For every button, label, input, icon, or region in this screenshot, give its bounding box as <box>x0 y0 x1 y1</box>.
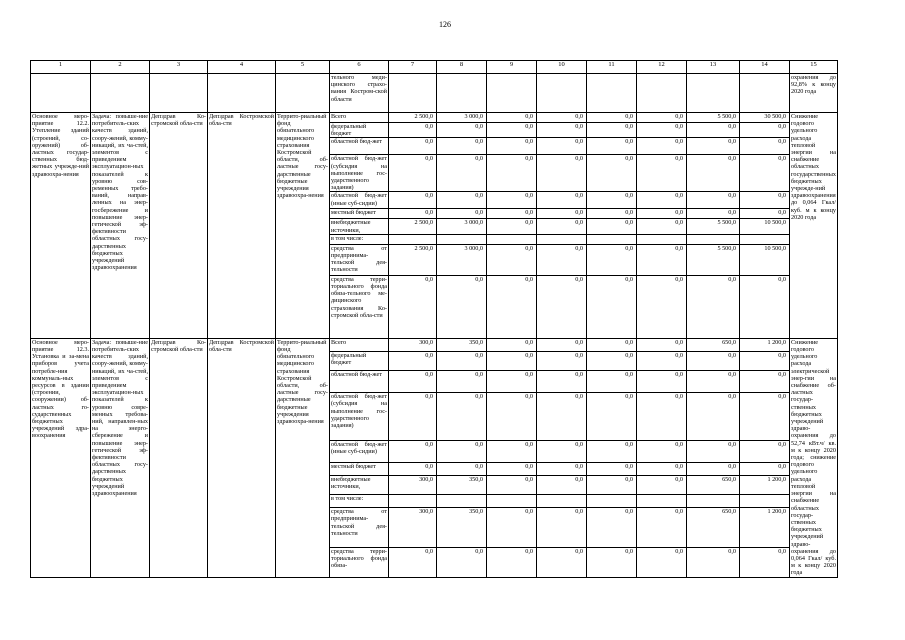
value-cell: 0,0 <box>687 155 740 192</box>
row-c4: Депздрав Костромской обла-сти <box>208 338 276 577</box>
value-cell: 0,0 <box>637 209 687 219</box>
value-cell: 350,0 <box>437 508 487 548</box>
value-cell <box>389 234 437 244</box>
funding-source-label: областной бюд-жет (субсидия на выполнение гос-ударственного задания) <box>331 155 387 192</box>
value-cell: 0,0 <box>437 371 487 393</box>
value-cell: 0,0 <box>537 475 587 495</box>
value-cell: 0,0 <box>740 192 790 209</box>
header-cell: 2 <box>91 61 150 74</box>
row-c3: Депздрав Ко-стромской обла-сти <box>150 338 208 577</box>
value-cell: 350,0 <box>437 338 487 351</box>
header-cell: 11 <box>587 61 637 74</box>
value-cell: 0,0 <box>587 113 637 123</box>
value-cell: 0,0 <box>687 275 740 338</box>
value-cell <box>437 495 487 508</box>
value-cell: 0,0 <box>487 393 537 441</box>
header-cell: 10 <box>537 61 587 74</box>
value-cell: 0,0 <box>537 338 587 351</box>
table-row <box>31 338 838 351</box>
value-cell <box>487 495 537 508</box>
value-cell: 0,0 <box>587 547 637 577</box>
value-cell: 0,0 <box>637 155 687 192</box>
value-cell: 0,0 <box>537 508 587 548</box>
value-cell: 0,0 <box>537 138 587 155</box>
value-cell: 0,0 <box>637 508 687 548</box>
value-cell: 0,0 <box>537 440 587 462</box>
value-cell: 0,0 <box>537 244 587 275</box>
value-cell: 0,0 <box>487 113 537 123</box>
value-cell: 0,0 <box>587 351 637 371</box>
value-cell: 0,0 <box>740 275 790 338</box>
cont-cell-6: тельного меди-цинского страхо-вания Костром-ской области <box>330 74 389 113</box>
value-cell: 0,0 <box>587 508 637 548</box>
value-cell: 0,0 <box>637 219 687 234</box>
value-cell: 0,0 <box>637 351 687 371</box>
value-cell: 0,0 <box>537 547 587 577</box>
funding-source-label: областной бюд-жет (иные суб-сидии) <box>330 192 389 209</box>
value-cell: 0,0 <box>687 371 740 393</box>
funding-source-label: местный бюджет <box>330 462 389 475</box>
value-cell: 300,0 <box>389 475 437 495</box>
value-cell: 0,0 <box>537 123 587 138</box>
value-cell: 0,0 <box>587 244 637 275</box>
value-cell: 0,0 <box>437 123 487 138</box>
funding-source-label: областной бюд-жет (иные суб-сидии) <box>330 440 389 462</box>
value-cell: 0,0 <box>587 475 637 495</box>
value-cell: 0,0 <box>487 219 537 234</box>
value-cell: 0,0 <box>740 351 790 371</box>
value-cell: 300,0 <box>389 508 437 548</box>
budget-table <box>30 60 838 578</box>
value-cell: 0,0 <box>587 371 637 393</box>
value-cell: 0,0 <box>687 351 740 371</box>
value-cell: 0,0 <box>389 192 437 209</box>
value-cell: 0,0 <box>687 547 740 577</box>
value-cell: 0,0 <box>389 462 437 475</box>
value-cell <box>687 495 740 508</box>
value-cell <box>687 234 740 244</box>
value-cell: 650,0 <box>687 508 740 548</box>
value-cell: 0,0 <box>637 138 687 155</box>
row-c2: Задача: повыше-ние потребитель-ских качеств зданий, соору-жений, комму-никаций, их ча-стей, элементов с приведением эксплуатацион-ных показателей к уровню совре-менных требова-ний, направлен-ных на энерго-сбережение и повышение энер-гетической эф-фективности областных госу-дарственных бюджетных учреждений здравоохранения <box>91 338 150 577</box>
value-cell: 650,0 <box>687 475 740 495</box>
value-cell: 0,0 <box>637 275 687 338</box>
value-cell: 0,0 <box>537 371 587 393</box>
header-cell: 13 <box>687 61 740 74</box>
value-cell <box>437 234 487 244</box>
value-cell: 0,0 <box>389 351 437 371</box>
value-cell <box>637 495 687 508</box>
row-c3: Депздрав Ко-стромской обла-сти <box>150 113 208 339</box>
value-cell: 0,0 <box>437 393 487 441</box>
value-cell: 0,0 <box>740 209 790 219</box>
value-cell: 10 500,0 <box>740 219 790 234</box>
value-cell: 0,0 <box>487 338 537 351</box>
value-cell: 0,0 <box>587 338 637 351</box>
value-cell: 0,0 <box>487 244 537 275</box>
value-cell: 0,0 <box>587 393 637 441</box>
value-cell: 0,0 <box>637 113 687 123</box>
value-cell: 2 500,0 <box>389 113 437 123</box>
value-cell <box>587 495 637 508</box>
value-cell <box>487 234 537 244</box>
value-cell: 10 500,0 <box>740 244 790 275</box>
value-cell: 0,0 <box>537 219 587 234</box>
value-cell: 0,0 <box>740 547 790 577</box>
value-cell: 0,0 <box>637 192 687 209</box>
value-cell: 30 500,0 <box>740 113 790 123</box>
value-cell: 0,0 <box>637 475 687 495</box>
value-cell: 0,0 <box>740 138 790 155</box>
funding-source-label: средства терри-ториального фонда обяза- <box>330 547 389 577</box>
funding-source-label: в том числе: <box>330 234 389 244</box>
value-cell: 0,0 <box>740 123 790 138</box>
value-cell: 2 500,0 <box>389 244 437 275</box>
value-cell: 0,0 <box>637 393 687 441</box>
value-cell: 0,0 <box>687 209 740 219</box>
value-cell <box>537 495 587 508</box>
value-cell: 0,0 <box>587 192 637 209</box>
value-cell: 0,0 <box>687 138 740 155</box>
value-cell: 350,0 <box>437 475 487 495</box>
value-cell: 0,0 <box>437 192 487 209</box>
value-cell: 650,0 <box>687 338 740 351</box>
value-cell: 0,0 <box>537 209 587 219</box>
value-cell: 0,0 <box>487 155 537 192</box>
value-cell: 0,0 <box>587 123 637 138</box>
continuation-row <box>31 74 838 113</box>
value-cell: 0,0 <box>389 123 437 138</box>
value-cell: 0,0 <box>587 138 637 155</box>
row-result: Снижение годового удельного расхода тепловой энергии на снабжение областных государственных бюджетных учрежде-ний здравоохранения до 0,064 Гкал/ куб. м к концу 2020 года <box>790 113 838 339</box>
value-cell: 0,0 <box>637 338 687 351</box>
value-cell: 5 500,0 <box>687 244 740 275</box>
funding-source-label: федеральный бюджет <box>330 123 389 138</box>
value-cell: 0,0 <box>537 462 587 475</box>
value-cell: 0,0 <box>389 547 437 577</box>
header-cell: 8 <box>437 61 487 74</box>
value-cell: 0,0 <box>487 138 537 155</box>
value-cell: 0,0 <box>389 138 437 155</box>
funding-source-label: федеральный бюджет <box>330 351 389 371</box>
funding-source-label: Всего <box>330 113 389 123</box>
value-cell: 0,0 <box>487 192 537 209</box>
value-cell: 3 000,0 <box>437 244 487 275</box>
value-cell: 0,0 <box>687 462 740 475</box>
value-cell: 0,0 <box>687 192 740 209</box>
value-cell: 0,0 <box>487 462 537 475</box>
row-c5: Террито-риальный фонд обязательного медицинского страхования Костромской области, об-ластные госу-дарственные бюджетные учреждения здравоохра-нения <box>276 113 330 339</box>
value-cell: 0,0 <box>637 440 687 462</box>
value-cell: 0,0 <box>487 275 537 338</box>
value-cell: 0,0 <box>437 547 487 577</box>
value-cell: 0,0 <box>537 155 587 192</box>
row-c2: Задача: повыше-ние потребитель-ских качеств зданий, соору-жений, комму-никаций, их ча-стей, элементов с приведением эксплуатацион-ных показателей к уровню сов-ременных требо-ваний, направ-ленных на энер-госбережение и повышение энер-гетической эф-фективности областных госу-дарственных бюджетных учреждений здравоохранения <box>91 113 150 339</box>
value-cell: 1 200,0 <box>740 475 790 495</box>
funding-source-label: в том числе: <box>330 495 389 508</box>
funding-source-label: областной бюд-жет <box>330 371 389 393</box>
value-cell: 1 200,0 <box>740 338 790 351</box>
header-cell: 9 <box>487 61 537 74</box>
value-cell: 0,0 <box>537 393 587 441</box>
value-cell: 0,0 <box>437 440 487 462</box>
row-c1: Основное меро-приятие 12.2. Утепление зданий (строений, со-оружений) об-ластных государ-ственных бюд-жетных учрежде-ний здравоохра-нения <box>31 113 91 339</box>
value-cell: 0,0 <box>437 351 487 371</box>
value-cell: 2 500,0 <box>389 219 437 234</box>
value-cell: 0,0 <box>740 371 790 393</box>
value-cell: 300,0 <box>389 338 437 351</box>
value-cell: 0,0 <box>389 155 437 192</box>
value-cell <box>587 234 637 244</box>
value-cell: 0,0 <box>487 123 537 138</box>
value-cell: 0,0 <box>687 440 740 462</box>
value-cell: 0,0 <box>437 209 487 219</box>
value-cell: 0,0 <box>437 275 487 338</box>
header-cell: 6 <box>330 61 389 74</box>
value-cell: 0,0 <box>637 462 687 475</box>
funding-source-label: средства от предпринима-тельской дея-тельности <box>331 244 387 274</box>
value-cell: 0,0 <box>389 371 437 393</box>
row-c4: Депздрав Костромской обла-сти <box>208 113 276 339</box>
value-cell: 0,0 <box>437 462 487 475</box>
value-cell: 0,0 <box>587 275 637 338</box>
header-cell: 14 <box>740 61 790 74</box>
header-cell: 4 <box>208 61 276 74</box>
value-cell: 0,0 <box>437 155 487 192</box>
value-cell: 0,0 <box>687 123 740 138</box>
row-c1: Основное меро-приятие 12.3. Установка и за-мена приборов учета потребле-ния коммуналь-ных ресурсов в здании (строении, сооружении) об-ластных го-сударственных бюджетных учреждений здра-воохранения <box>31 338 91 577</box>
header-row <box>31 61 838 74</box>
funding-source-label: местный бюджет <box>330 209 389 219</box>
cont-cell-15: охранения до 92,8% к концу 2020 года <box>790 74 838 113</box>
value-cell: 0,0 <box>389 209 437 219</box>
row-result: Снижение годового удельного расхода электрической энер-гии на снабжение об-ластных государ-ственных бюджетных учреждений здраво-охранения до 52,74 кВт.ч/ кв. м к концу 2020 года; снижение годового удельного расхода тепловой энергии на снабжение областных государ-ственных бюджетных учреждений здраво-охранения до 0,064 Гкал/ куб. м к концу 2020 года <box>791 338 836 577</box>
value-cell: 0,0 <box>740 155 790 192</box>
value-cell: 0,0 <box>487 475 537 495</box>
value-cell: 0,0 <box>740 393 790 441</box>
value-cell: 0,0 <box>537 351 587 371</box>
value-cell: 0,0 <box>587 209 637 219</box>
funding-source-label: внебюджетные источники, <box>330 475 389 495</box>
value-cell <box>637 234 687 244</box>
value-cell: 0,0 <box>487 371 537 393</box>
value-cell: 3 000,0 <box>437 219 487 234</box>
value-cell: 0,0 <box>687 393 740 441</box>
value-cell <box>537 234 587 244</box>
funding-source-label: Всего <box>330 338 389 351</box>
header-cell: 3 <box>150 61 208 74</box>
funding-source-label: внебюджетные источники, <box>330 219 389 234</box>
value-cell: 0,0 <box>487 209 537 219</box>
funding-source-label: областной бюд-жет (субсидия на выполнение гос-ударственного задания) <box>330 393 389 441</box>
page-number: 126 <box>439 20 451 29</box>
table-row <box>31 113 838 123</box>
value-cell: 5 500,0 <box>687 113 740 123</box>
value-cell: 0,0 <box>487 440 537 462</box>
value-cell: 3 000,0 <box>437 113 487 123</box>
value-cell: 0,0 <box>637 244 687 275</box>
value-cell: 0,0 <box>587 219 637 234</box>
value-cell: 5 500,0 <box>687 219 740 234</box>
value-cell <box>740 234 790 244</box>
value-cell: 0,0 <box>389 393 437 441</box>
header-cell: 15 <box>790 61 838 74</box>
funding-source-label: средства от предпринима-тельской дея-тельности <box>330 508 389 548</box>
funding-source-label: средства терри-ториального фонда обяза-тельного ме-дицинского страхования Ко-стромской обла-сти <box>330 275 389 338</box>
value-cell: 0,0 <box>637 371 687 393</box>
funding-source-label: областной бюд-жет <box>330 138 389 155</box>
value-cell: 0,0 <box>587 462 637 475</box>
row-c5: Террито-риальный фонд обязательного медицинского страхования Костромской области, об-ластные госу-дарственные бюджетные учреждения здравоохра-нения <box>276 338 330 577</box>
value-cell: 0,0 <box>587 155 637 192</box>
value-cell: 0,0 <box>389 440 437 462</box>
value-cell: 0,0 <box>537 113 587 123</box>
value-cell: 0,0 <box>740 440 790 462</box>
value-cell <box>389 495 437 508</box>
value-cell: 0,0 <box>487 508 537 548</box>
value-cell: 0,0 <box>637 123 687 138</box>
value-cell: 0,0 <box>537 192 587 209</box>
value-cell: 0,0 <box>437 138 487 155</box>
value-cell: 0,0 <box>537 275 587 338</box>
value-cell: 1 200,0 <box>740 508 790 548</box>
value-cell: 0,0 <box>740 462 790 475</box>
header-cell: 7 <box>389 61 437 74</box>
value-cell: 0,0 <box>587 440 637 462</box>
header-cell: 5 <box>276 61 330 74</box>
value-cell: 0,0 <box>637 547 687 577</box>
value-cell: 0,0 <box>389 275 437 338</box>
value-cell: 0,0 <box>487 547 537 577</box>
value-cell <box>740 495 790 508</box>
header-cell: 1 <box>31 61 91 74</box>
value-cell: 0,0 <box>487 351 537 371</box>
header-cell: 12 <box>637 61 687 74</box>
